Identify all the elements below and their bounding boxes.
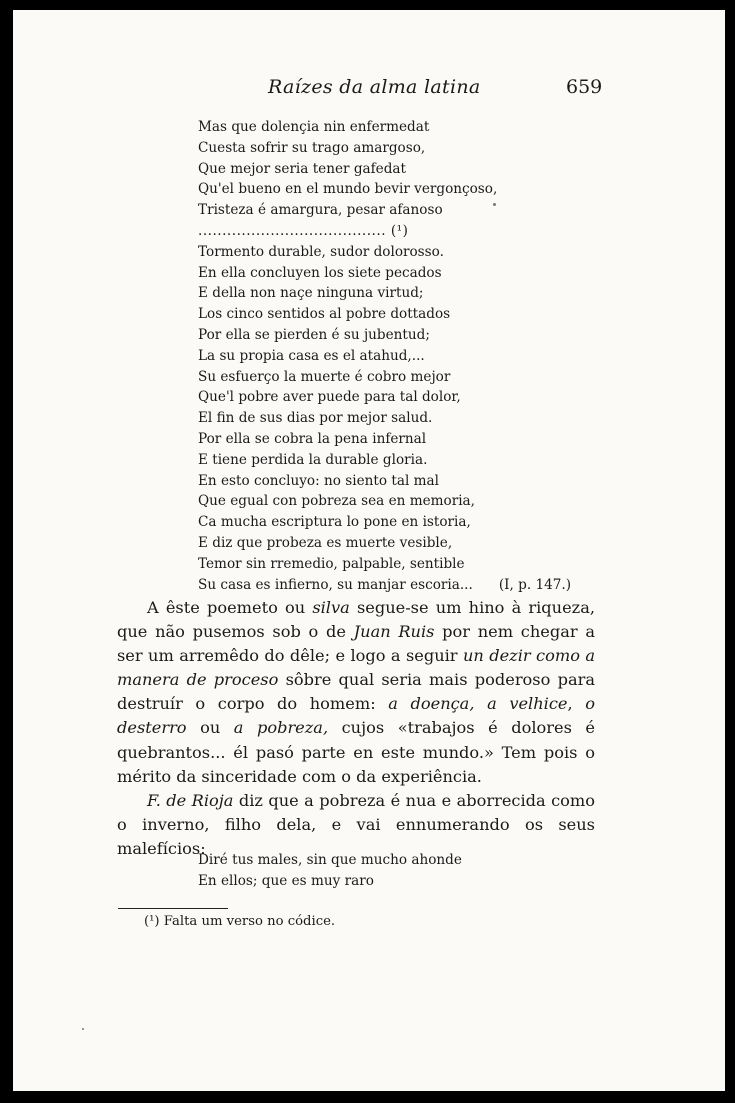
text-run: diz que a pobreza é nua e aborrecida como o inverno, filho dela, e vai ennumerando os seus malefícios: [117, 790, 595, 858]
verse-line: Diré tus males, sin que mucho ahonde [198, 852, 462, 868]
text-run: cujos «trabajos é dolores é quebrantos... él pasó parte en este mundo.» Tem pois o mérito da sinceridade com o da experiência. [117, 718, 595, 786]
verse-line: Mas que dolençia nin enfermedat [198, 119, 430, 135]
paragraph-1 [117, 596, 595, 789]
footnote-rule [118, 908, 228, 909]
verse-block-1 [198, 117, 571, 595]
text-run: ou [186, 718, 234, 738]
verse-line: Su esfuerço la muerte é cobro mejor [198, 368, 451, 385]
italic-run: a pobreza, [233, 718, 329, 738]
book-page [13, 10, 725, 1091]
verse-line-last [198, 575, 571, 596]
verse-line: El fin de sus dias por mejor salud. [198, 410, 433, 427]
italic-run: o desterro [117, 694, 595, 738]
verse-line: Ca mucha escriptura lo pone en istoria, [198, 514, 471, 531]
verse-line: E diz que probeza es muerte vesible, [198, 534, 453, 551]
running-title: Raízes da alma latina [268, 76, 481, 98]
verse-line: Que egual con pobreza sea en memoria, [198, 493, 475, 510]
verse-line: La su propia casa es el atahud,... [198, 347, 425, 364]
paper-speck [493, 203, 496, 206]
italic-run: F. de Rioja [147, 790, 234, 810]
text-run: segue-se um hino à riqueza, que não pusemos sob o de [117, 598, 595, 642]
page-header [13, 76, 725, 100]
text-run: por nem chegar a ser um arremêdo do dêle; e logo a seguir [117, 622, 595, 666]
text-run: , [567, 694, 586, 714]
verse-line: Tormento durable, sudor dolorosso. [198, 243, 444, 260]
verse-line: Qu'el bueno en el mundo bevir vergonçoso, [198, 181, 498, 198]
verse-line: Que mejor seria tener gafedat [198, 160, 406, 177]
verse-line: Que'l pobre aver puede para tal dolor, [198, 389, 461, 406]
italic-run: silva [312, 598, 350, 617]
italic-run: a doença, a velhice [388, 694, 568, 714]
verse-line: Tristeza é amargura, pesar afanoso [198, 202, 443, 219]
verse-line: Los cinco sentidos al pobre dottados [198, 306, 451, 323]
verse-line: Cuesta sofrir su trago amargoso, [198, 139, 426, 156]
verse-line: En ellos; que es muy raro [198, 872, 374, 889]
italic-run: un dezir como a manera de proceso [117, 646, 595, 690]
footnote: (¹) Falta um verso no códice. [144, 914, 336, 929]
omission-dots-line: ....................................... (¹) [198, 222, 409, 239]
verse-line: E della non naçe ninguna virtud; [198, 285, 424, 302]
text-run: sôbre qual seria mais poderoso para destruír o corpo do homem: [117, 670, 595, 714]
text-run: A êste poemeto ou [147, 598, 313, 617]
verse-line: Por ella se pierden é su jubentud; [198, 326, 430, 343]
verse-line: Por ella se cobra la pena infernal [198, 430, 427, 447]
verse-line: En esto concluyo: no siento tal mal [198, 472, 439, 489]
verse-line: E tiene perdida la durable gloria. [198, 451, 428, 468]
prose-body [117, 596, 595, 861]
paper-speck [82, 1028, 84, 1030]
page-number: 659 [566, 76, 603, 98]
verse-line: En ella concluyen los siete pecados [198, 264, 442, 281]
verse-block-2 [198, 850, 462, 892]
verse-line: Temor sin rremedio, palpable, sentible [198, 555, 465, 572]
verse-line-text: Su casa es infierno, su manjar escoria... [198, 576, 473, 593]
italic-run: Juan Ruis [353, 622, 435, 642]
verse-reference: (I, p. 147.) [498, 576, 572, 593]
